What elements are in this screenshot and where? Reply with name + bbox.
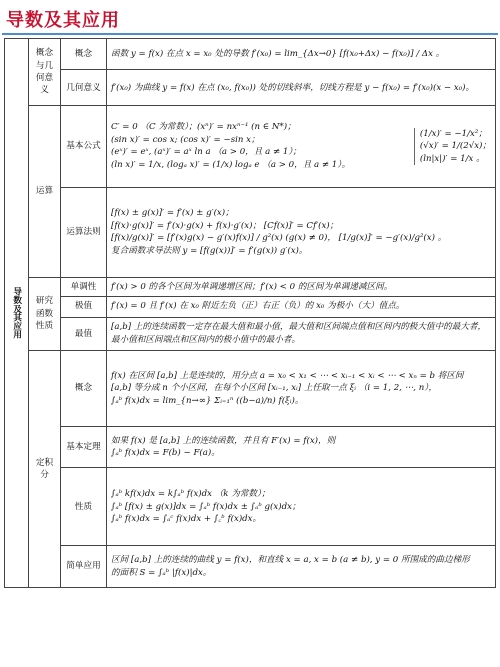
formula-line: ∫ₐᵇ f(x)dx = ∫ₐᶜ f(x)dx + ∫꜀ᵇ f(x)dx。 [111,513,262,524]
formula-line: [f(x)·g(x)]′ = f′(x)·g(x) + f(x)·g′(x)； [Cf(x)]′ = Cf′(x)； [111,220,339,231]
formula-line: (eˣ)′ = eˣ, (aˣ)′ = aˣ ln a （a > 0，且 a ≠ 1）； [111,147,302,158]
cell-content: 函数 y = f(x) 在点 x = x₀ 处的导数 f′(x₀) = lim_{Δx→0} [f(x₀+Δx) − f(x₀)] / Δx 。 [107,39,496,70]
formula-line: [f(x) ± g(x)]′ = f′(x) ± g′(x)； [111,208,234,219]
table-row [5,70,496,106]
formula-line: [f(x)/g(x)]′ = [f′(x)g(x) − g′(x)f(x)] / g²(x) (g(x) ≠ 0)， [1/g(x)]′ = −g′(x)/g²(x) 。 [111,233,447,244]
subcategory-label: 简单应用 [61,546,107,588]
subcategory-label: 最值 [61,317,107,351]
title-divider [2,33,498,35]
page-title: 导数及其应用 [6,10,120,31]
table-row [5,468,496,546]
formula-line: ∫ₐᵇ f(x)dx = lim_{n→∞} Σᵢ₌₁ⁿ ((b−a)/n) f(ξᵢ)。 [111,395,304,406]
table-row [5,277,496,296]
category-function-properties: 研究函数性质 [29,277,61,350]
formula-line: ∫ₐᵇ kf(x)dx = k∫ₐᵇ f(x)dx （k 为常数）； [111,489,270,500]
formula-line: (ln|x|)′ = 1/x 。 [419,153,485,164]
cell-content [107,468,496,546]
category-operations: 运算 [29,106,61,278]
formula-line: C′ = 0 （C 为常数）；(xⁿ)′ = nxⁿ⁻¹ (n ∈ N*)； [111,122,296,133]
table-row [5,187,496,277]
cell-content [107,546,496,588]
formula-line: [a,b] 等分成 n 个小区间，在每个小区间 [xᵢ₋₁, xᵢ] 上任取一点 ξᵢ （i = 1, 2, ⋯, n）， [111,383,438,394]
cell-content [107,187,496,277]
table-row [5,351,496,426]
formula-line: (ln x)′ = 1/x, (logₐ x)′ = (1/x) logₐ e （a > 0，且 a ≠ 1）。 [111,159,351,170]
formula-line: (√x)′ = 1/(2√x)； [419,141,491,152]
formula-line: ∫ₐᵇ [f(x) ± g(x)]dx = ∫ₐᵇ f(x)dx ± ∫ₐᵇ g(x)dx； [111,501,301,512]
category-definite-integral: 定积分 [29,351,61,588]
page-footer-blank [0,590,500,667]
cell-content [107,426,496,468]
table-row [5,296,496,317]
subcategory-label: 基本公式 [61,106,107,188]
formula-line: (sin x)′ = cos x; (cos x)′ = −sin x； [111,134,260,145]
subcategory-label: 概念 [61,39,107,70]
subcategory-label: 极值 [61,296,107,317]
root-label: 导数及其应用 [5,39,29,588]
table-row [5,39,496,70]
table-row [5,106,496,188]
subcategory-label: 几何意义 [61,70,107,106]
formula-line: f(x) 在区间 [a,b] 上是连续的，用分点 a = x₀ < x₁ < ⋯ < xᵢ₋₁ < xᵢ < ⋯ < xₙ = b 将区间 [111,370,464,381]
formula-line: ∫ₐᵇ f(x)dx = F(b) − F(a)。 [111,448,220,459]
table-row [5,546,496,588]
cell-content: f′(x) > 0 的各个区间为单调递增区间；f′(x) < 0 的区间为单调递减区间。 [107,277,496,296]
cell-content [107,351,496,426]
formula-line: 的面积 S = ∫ₐᵇ |f(x)|dx。 [111,567,212,578]
formula-line: (1/x)′ = −1/x²； [419,128,487,139]
subcategory-label: 单调性 [61,277,107,296]
subcategory-label: 概念 [61,351,107,426]
cell-content: f′(x) = 0 且 f′(x) 在 x₀ 附近左负（正）右正（负）的 x₀ 为极小（大）值点。 [107,296,496,317]
subcategory-label: 基本定理 [61,426,107,468]
table-row [5,426,496,468]
cell-content: f′(x₀) 为曲线 y = f(x) 在点 (x₀, f(x₀)) 处的切线斜率，切线方程是 y − f(x₀) = f′(x₀)(x − x₀)。 [107,70,496,106]
formula-sidebox [414,128,491,165]
formula-line: 复合函数求导法则 y = [f(g(x))]′ = f′(g(x)) g′(x)。 [111,245,308,256]
table-row [5,317,496,351]
summary-table [4,38,496,588]
category-concept: 概念与几何意义 [29,39,61,106]
formula-line: 如果 f(x) 是 [a,b] 上的连续函数，并且有 F′(x) = f(x)，则 [111,435,336,446]
subcategory-label: 运算法则 [61,187,107,277]
formula-line: 区间 [a,b] 上的连续的曲线 y = f(x)，和直线 x = a, x = b (a ≠ b), y = 0 所围成的曲边梯形 [111,555,470,566]
cell-content: [a,b] 上的连续函数一定存在最大值和最小值，最大值和区间端点值和区间内的极大值中的最大者，最小值和区间端点和区间内的极小值中的最小者。 [107,317,496,351]
cell-content [107,106,496,188]
subcategory-label: 性质 [61,468,107,546]
